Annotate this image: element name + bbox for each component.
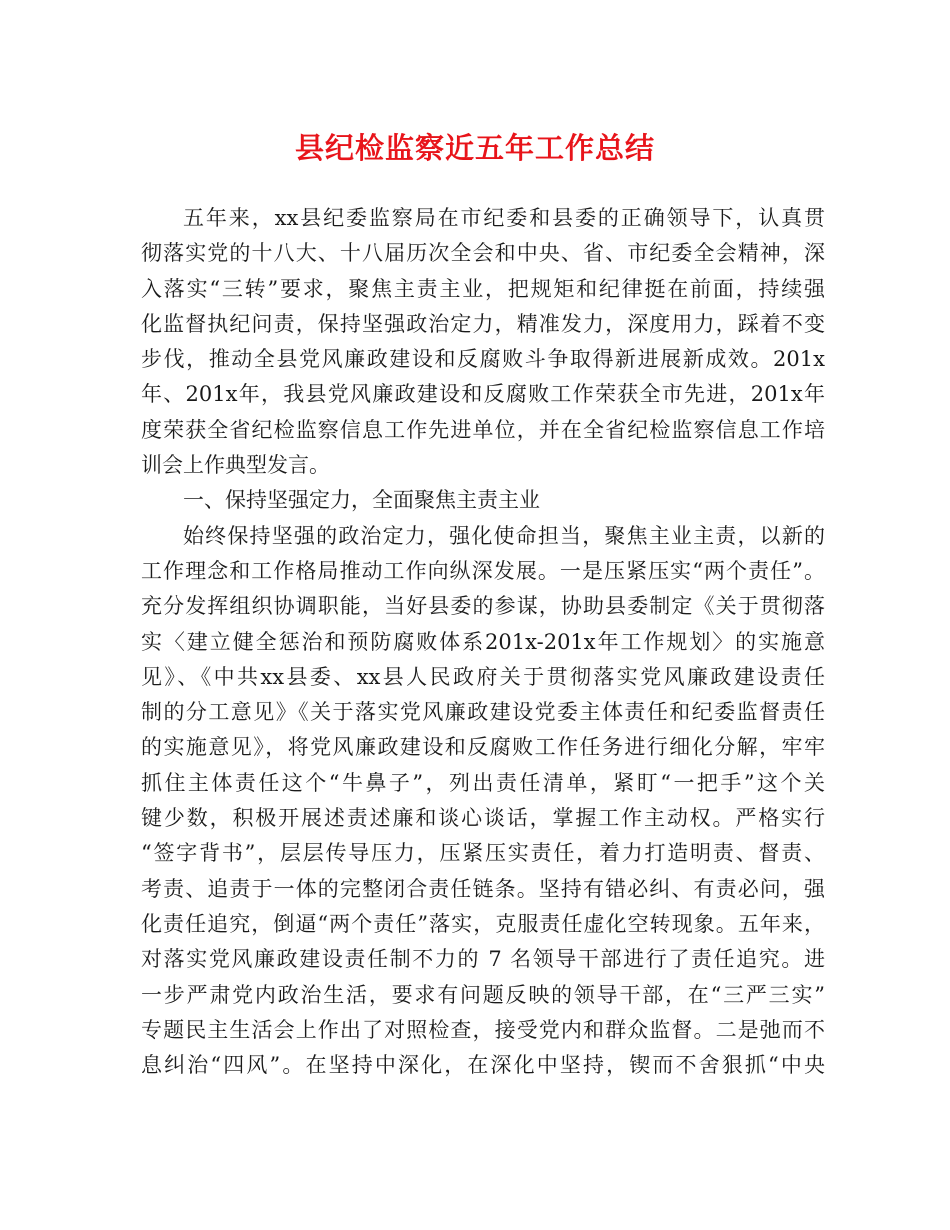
- body-line: 实〈建立健全惩治和预防腐败体系201x-201x年工作规划〉的实施意: [141, 629, 825, 654]
- document-body: [141, 201, 825, 1083]
- body-line: 考责、追责于一体的完整闭合责任链条。坚持有错必纠、有责必问，强: [141, 876, 825, 901]
- body-line: 专题民主生活会上作出了对照检查，接受党内和群众监督。二是弛而不: [141, 1017, 825, 1042]
- document-title: 县纪检监察近五年工作总结: [294, 131, 655, 165]
- body-line: 入落实“三转”要求，聚焦主责主业，把规矩和纪律挺在前面，持续强: [141, 276, 825, 301]
- body-line: 一、保持坚强定力，全面聚焦主责主业: [183, 488, 540, 513]
- body-line: 抓住主体责任这个“牛鼻子”，列出责任清单，紧盯“一把手”这个关: [141, 770, 825, 795]
- body-line: 对落实党风廉政建设责任制不力的 7 名领导干部进行了责任追究。进: [141, 947, 825, 972]
- body-line: 制的分工意见》《关于落实党风廉政建设党委主体责任和纪委监督责任: [141, 700, 825, 725]
- body-line: “签字背书”，层层传导压力，压紧压实责任，着力打造明责、督责、: [141, 841, 825, 866]
- body-line: 一步严肃党内政治生活，要求有问题反映的领导干部，在“三严三实”: [141, 982, 825, 1007]
- body-line: 度荣获全省纪检监察信息工作先进单位，并在全省纪检监察信息工作培: [141, 417, 825, 442]
- body-line: 步伐，推动全县党风廉政建设和反腐败斗争取得新进展新成效。201x: [141, 347, 825, 372]
- body-line: 充分发挥组织协调职能，当好县委的参谋，协助县委制定《关于贯彻落: [141, 594, 825, 619]
- body-line: 彻落实党的十八大、十八届历次全会和中央、省、市纪委全会精神，深: [141, 241, 825, 266]
- body-line: 的实施意见》，将党风廉政建设和反腐败工作任务进行细化分解，牢牢: [141, 735, 825, 760]
- body-line: 五年来，xx县纪委监察局在市纪委和县委的正确领导下，认真贯: [183, 206, 825, 230]
- body-line: 化监督执纪问责，保持坚强政治定力，精准发力，深度用力，踩着不变: [141, 311, 825, 336]
- body-line: 始终保持坚强的政治定力，强化使命担当，聚焦主业主责，以新的: [183, 523, 825, 548]
- body-line: 训会上作典型发言。: [141, 453, 330, 478]
- body-line: 见》、《中共xx县委、xx县人民政府关于贯彻落实党风廉政建设责任: [141, 664, 825, 689]
- body-line: 键少数，积极开展述责述廉和谈心谈话，掌握工作主动权。严格实行: [141, 806, 825, 831]
- body-line: 年、201x年，我县党风廉政建设和反腐败工作荣获全市先进，201x年: [141, 382, 825, 407]
- body-line: 息纠治“四风”。在坚持中深化，在深化中坚持，锲而不舍狠抓“中央: [141, 1053, 825, 1078]
- body-line: 工作理念和工作格局推动工作向纵深发展。一是压紧压实“两个责任”。: [141, 558, 825, 583]
- body-line: 化责任追究，倒逼“两个责任”落实，克服责任虚化空转现象。五年来，: [141, 911, 825, 936]
